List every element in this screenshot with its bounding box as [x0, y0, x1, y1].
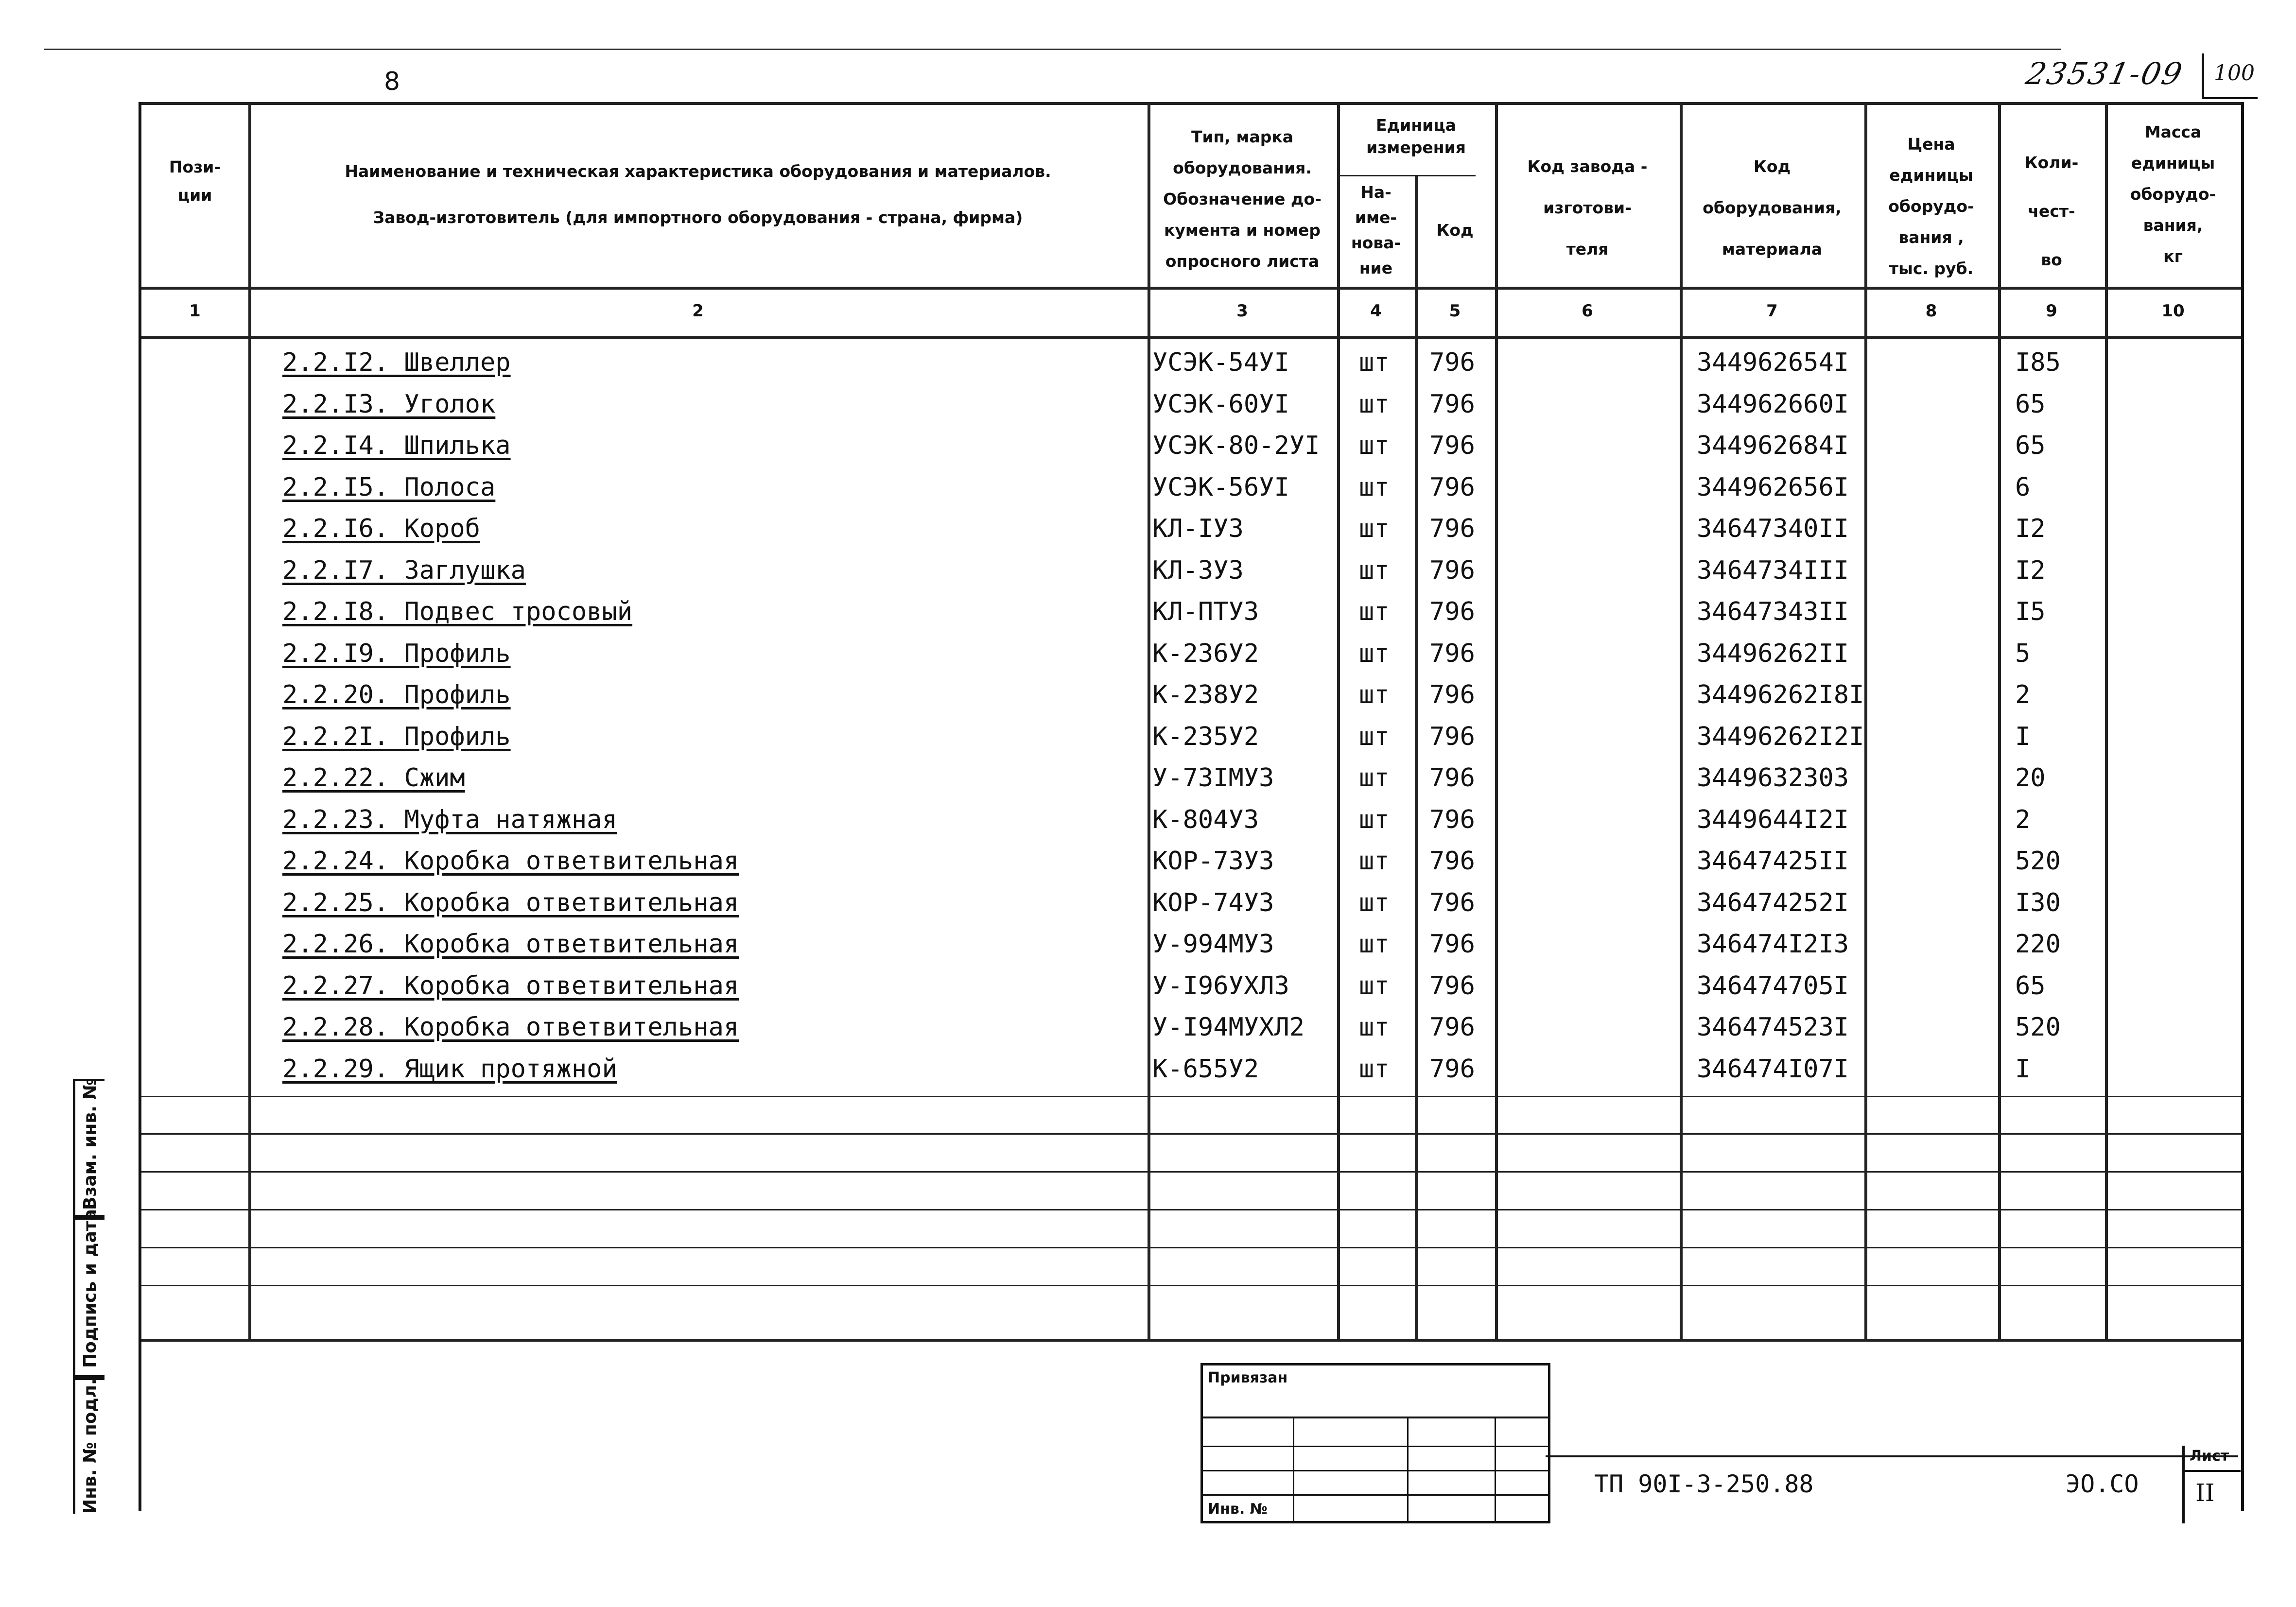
row-name: 2.2.24. Коробка ответвительная — [282, 847, 739, 876]
header-name: Наименование и техническая характеристика оборудования и материалов. Завод-изготовитель (для импортного оборудования - страна, фирма) — [345, 162, 1051, 227]
side-label: Взам. инв. № — [80, 1078, 100, 1210]
table-rule — [141, 1171, 2241, 1173]
header-quantity: Коли- чест- во — [2024, 153, 2079, 269]
header-unit-group: Единица измерения — [1366, 116, 1466, 157]
row-name: 2.2.22. Сжим — [282, 763, 465, 793]
row-name: 2.2.I7. Заглушка — [282, 555, 526, 585]
side-label: Подпись и дата — [80, 1209, 100, 1368]
row-equipment-code: 3449632303 — [1697, 763, 1849, 793]
row-type: КОР-73У3 — [1152, 847, 1274, 876]
column-number: 5 — [1449, 301, 1461, 321]
row-quantity: 6 — [2015, 472, 2031, 502]
row-equipment-code: 34496262II — [1697, 639, 1849, 668]
row-type: К-804У3 — [1152, 805, 1259, 834]
row-name: 2.2.I9. Профиль — [282, 639, 511, 668]
row-equipment-code: 344962656I — [1697, 472, 1849, 502]
row-unit: шт — [1359, 1013, 1390, 1042]
row-unit: шт — [1359, 763, 1390, 793]
row-unit-code: 796 — [1429, 805, 1475, 834]
row-type: КОР-74У3 — [1152, 888, 1274, 917]
row-unit-code: 796 — [1429, 472, 1475, 502]
column-number: 7 — [1766, 301, 1778, 321]
header-bottom-border — [141, 287, 2241, 290]
table-rule — [141, 1096, 2241, 1097]
row-unit-code: 796 — [1429, 930, 1475, 959]
column-number: 9 — [2046, 301, 2057, 321]
row-equipment-code: 346474252I — [1697, 888, 1849, 917]
row-quantity: 65 — [2015, 389, 2046, 419]
row-unit-code: 796 — [1429, 639, 1475, 668]
row-type: КЛ-IУ3 — [1152, 514, 1244, 543]
row-unit-code: 796 — [1429, 514, 1475, 543]
column-number: 1 — [189, 301, 201, 321]
column-number: 6 — [1582, 301, 1593, 321]
row-quantity: 520 — [2015, 1013, 2061, 1042]
row-unit: шт — [1359, 930, 1390, 959]
header-position: Пози- ции — [169, 157, 221, 205]
row-type: У-I94МУХЛ2 — [1152, 1013, 1305, 1042]
col-divider-3 — [1337, 102, 1340, 1340]
row-name: 2.2.28. Коробка ответвительная — [282, 1013, 739, 1042]
side-label: Инв. № подл. — [80, 1378, 100, 1514]
handwritten-sheet-number: 100 — [2214, 61, 2255, 86]
row-unit: шт — [1359, 555, 1390, 585]
row-quantity: 220 — [2015, 930, 2061, 959]
row-quantity: 65 — [2015, 971, 2046, 1001]
row-name: 2.2.25. Коробка ответвительная — [282, 888, 739, 917]
col-divider-5 — [1495, 102, 1498, 1340]
row-type: КЛ-3У3 — [1152, 555, 1244, 585]
row-name: 2.2.I4. Шпилька — [282, 431, 511, 460]
row-unit: шт — [1359, 472, 1390, 502]
row-type: У-994МУ3 — [1152, 930, 1274, 959]
col-divider-7 — [1864, 102, 1867, 1340]
row-name: 2.2.I6. Короб — [282, 514, 480, 543]
row-equipment-code: 3464734III — [1697, 555, 1849, 585]
table-rule — [141, 1247, 2241, 1248]
row-unit: шт — [1359, 847, 1390, 876]
row-name: 2.2.26. Коробка ответвительная — [282, 930, 739, 959]
row-unit: шт — [1359, 597, 1390, 626]
row-equipment-code: 344962654I — [1697, 348, 1849, 377]
row-quantity: I2 — [2015, 514, 2046, 543]
header-unit-code: Код — [1436, 221, 1474, 240]
row-type: У-I96УХЛ3 — [1152, 971, 1289, 1001]
side-stamp-inv-podl — [73, 1375, 104, 1514]
row-unit: шт — [1359, 971, 1390, 1001]
header-equipment-code: Код оборудования, материала — [1703, 157, 1842, 259]
row-quantity: 20 — [2015, 763, 2046, 793]
column-number: 8 — [1925, 301, 1937, 321]
row-type: КЛ-ПТУ3 — [1152, 597, 1259, 626]
specification-sheet — [139, 102, 2244, 1511]
row-unit: шт — [1359, 639, 1390, 668]
column-number: 10 — [2161, 301, 2185, 321]
col-divider-2 — [1148, 102, 1150, 1340]
row-name: 2.2.I3. Уголок — [282, 389, 496, 419]
row-quantity: I — [2015, 722, 2031, 751]
binding-stamp-inv: Инв. № — [1208, 1501, 1268, 1518]
row-equipment-code: 34647425II — [1697, 847, 1849, 876]
column-number-bottom-border — [141, 336, 2241, 339]
row-equipment-code: 344962660I — [1697, 389, 1849, 419]
row-unit: шт — [1359, 1054, 1390, 1084]
title-block-sheet-value: II — [2195, 1479, 2215, 1507]
row-equipment-code: 3449644I2I — [1697, 805, 1849, 834]
row-type: К-655У2 — [1152, 1054, 1259, 1084]
row-type: У-73IМУ3 — [1152, 763, 1274, 793]
row-quantity: 5 — [2015, 639, 2031, 668]
header-factory-code: Код завода - изготови- теля — [1527, 157, 1648, 259]
row-name: 2.2.29. Ящик протяжной — [282, 1054, 617, 1084]
title-block-sheet-label: Лист — [2190, 1448, 2229, 1465]
side-stamp-podpis — [73, 1209, 104, 1380]
row-unit: шт — [1359, 348, 1390, 377]
table-bottom-border — [141, 1339, 2241, 1342]
binding-stamp-title: Привязан — [1208, 1369, 1288, 1386]
col-divider-9 — [2105, 102, 2108, 1340]
title-block-sheet-cell — [2182, 1446, 2241, 1523]
row-unit-code: 796 — [1429, 431, 1475, 460]
row-unit-code: 796 — [1429, 722, 1475, 751]
row-equipment-code: 346474523I — [1697, 1013, 1849, 1042]
row-type: К-235У2 — [1152, 722, 1259, 751]
row-equipment-code: 346474I2I3 — [1697, 930, 1849, 959]
row-equipment-code: 34647340II — [1697, 514, 1849, 543]
row-unit-code: 796 — [1429, 1054, 1475, 1084]
header-mass: Масса единицы оборудо- вания, кг — [2130, 122, 2216, 266]
top-rule — [44, 49, 2061, 50]
row-unit: шт — [1359, 888, 1390, 917]
row-type: УСЭК-60УI — [1152, 389, 1289, 419]
row-type: УСЭК-54УI — [1152, 348, 1289, 377]
row-unit-code: 796 — [1429, 1013, 1475, 1042]
row-unit: шт — [1359, 722, 1390, 751]
row-unit-code: 796 — [1429, 680, 1475, 709]
row-quantity: 520 — [2015, 847, 2061, 876]
row-quantity: I2 — [2015, 555, 2046, 585]
row-unit-code: 796 — [1429, 971, 1475, 1001]
header-type: Тип, марка оборудования. Обозначение до- кумента и номер опросного листа — [1163, 127, 1322, 271]
row-equipment-code: 346474I07I — [1697, 1054, 1849, 1084]
row-quantity: I — [2015, 1054, 2031, 1084]
row-equipment-code: 346474705I — [1697, 971, 1849, 1001]
title-block-section: ЭО.СО — [2066, 1470, 2139, 1498]
table-rule — [141, 1209, 2241, 1210]
row-quantity: 2 — [2015, 805, 2031, 834]
col-divider-6 — [1680, 102, 1683, 1340]
row-equipment-code: 34496262I8I — [1697, 680, 1864, 709]
row-name: 2.2.I2. Швеллер — [282, 348, 511, 377]
col-divider-4 — [1415, 175, 1418, 1340]
row-unit-code: 796 — [1429, 888, 1475, 917]
row-type: УСЭК-56УI — [1152, 472, 1289, 502]
column-number: 2 — [692, 301, 704, 321]
row-name: 2.2.I8. Подвес тросовый — [282, 597, 633, 626]
row-unit: шт — [1359, 680, 1390, 709]
title-block-doc-number: ТП 90I-3-250.88 — [1594, 1470, 1814, 1498]
row-unit: шт — [1359, 389, 1390, 419]
table-rule — [141, 1133, 2241, 1135]
header-price: Цена единицы оборудо- вания , тыс. руб. — [1888, 135, 1974, 278]
row-name: 2.2.23. Муфта натяжная — [282, 805, 617, 834]
row-equipment-code: 344962684I — [1697, 431, 1849, 460]
row-name: 2.2.2I. Профиль — [282, 722, 511, 751]
row-name: 2.2.20. Профиль — [282, 680, 511, 709]
row-unit: шт — [1359, 514, 1390, 543]
column-number: 4 — [1370, 301, 1382, 321]
row-unit-code: 796 — [1429, 555, 1475, 585]
row-equipment-code: 34647343II — [1697, 597, 1849, 626]
header-unit-name: На- име- нова- ние — [1351, 183, 1401, 277]
row-quantity: I85 — [2015, 348, 2061, 377]
page-number: 8 — [384, 67, 400, 96]
row-unit-code: 796 — [1429, 763, 1475, 793]
row-name: 2.2.27. Коробка ответвительная — [282, 971, 739, 1001]
row-unit: шт — [1359, 431, 1390, 460]
row-unit: шт — [1359, 805, 1390, 834]
row-type: УСЭК-80-2УI — [1152, 431, 1320, 460]
row-name: 2.2.I5. Полоса — [282, 472, 496, 502]
row-unit-code: 796 — [1429, 389, 1475, 419]
row-quantity: I5 — [2015, 597, 2046, 626]
handwritten-document-code: 23531-09 — [2023, 56, 2187, 91]
row-quantity: I30 — [2015, 888, 2061, 917]
unit-group-divider — [1337, 175, 1476, 176]
table-rule — [141, 1285, 2241, 1286]
row-unit-code: 796 — [1429, 847, 1475, 876]
row-unit-code: 796 — [1429, 597, 1475, 626]
col-divider-8 — [1998, 102, 2001, 1340]
row-equipment-code: 34496262I2I — [1697, 722, 1864, 751]
row-type: К-238У2 — [1152, 680, 1259, 709]
row-type: К-236У2 — [1152, 639, 1259, 668]
col-divider-1 — [248, 102, 251, 1340]
column-number: 3 — [1236, 301, 1248, 321]
table-top-border — [141, 102, 2241, 105]
row-quantity: 65 — [2015, 431, 2046, 460]
title-block-top — [1546, 1455, 2238, 1457]
row-quantity: 2 — [2015, 680, 2031, 709]
side-stamp-zam-inv — [73, 1079, 104, 1220]
binding-stamp — [1200, 1363, 1550, 1523]
row-unit-code: 796 — [1429, 348, 1475, 377]
